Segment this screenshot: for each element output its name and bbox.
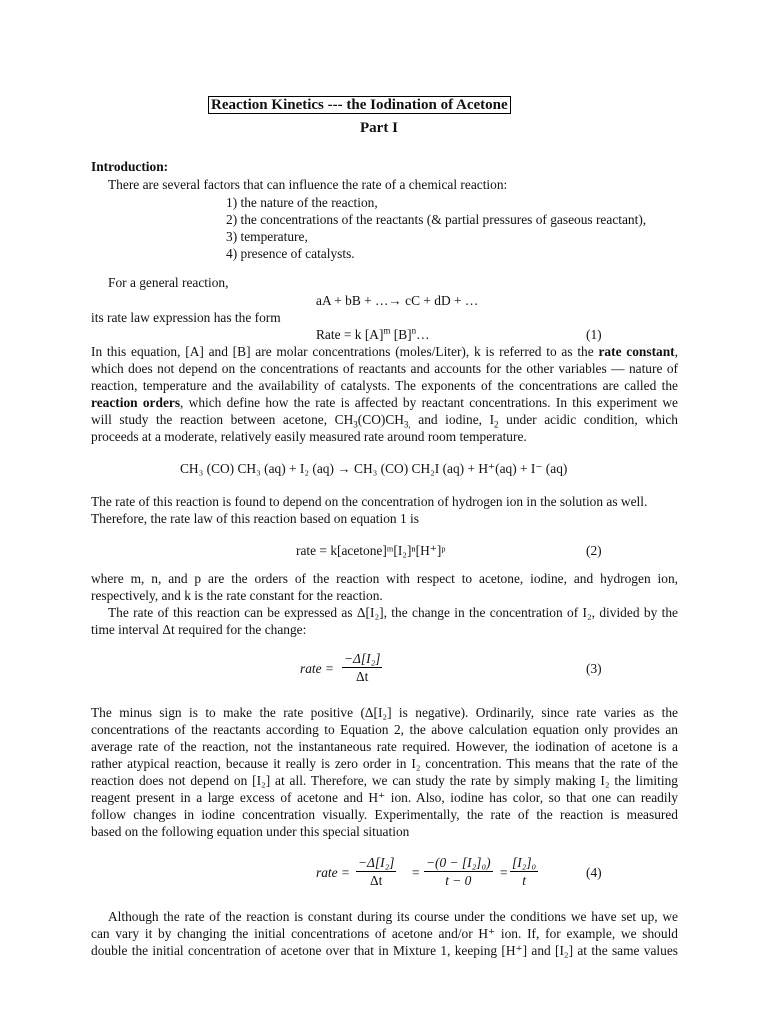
equation-number-4: (4) [586, 865, 602, 880]
rate-equation-3: rate = [300, 661, 334, 676]
intro-heading: Introduction: [91, 159, 169, 174]
rate-law-lead: its rate law expression has the form [91, 310, 281, 325]
paragraph-line: follow changes in iodine concentration visually. Experimentally, the rate of the reaction is measured [91, 807, 678, 822]
equals-sign: = [500, 865, 508, 880]
paragraph-line: reaction orders, which define how the rate is affected by reactant concentrations. In this experiment we [91, 395, 678, 410]
paragraph-line: reaction does not depend on [I₂] at all. Therefore, we can study the rate by simply making I₂ the limiting [91, 773, 678, 788]
paragraph-line: In this equation, [A] and [B] are molar concentrations (moles/Liter), k is referred to as the rate constant, [91, 344, 678, 359]
paragraph-line: time interval Δt required for the change: [91, 622, 307, 637]
paragraph-line: concentrations of the reactants according to Equation 2, the above calculation equation only provides an [91, 722, 678, 737]
rate-fraction-2: $\frac{\text{−(0 − [I₂]₀)}}{t - 0}$ [426, 855, 491, 888]
paragraph-line: which does not depend on the concentrations of reactants and accounts for the other variables — nature of [91, 361, 678, 376]
paragraph-line: average rate of the reaction, not the instantaneous rate required. However, the iodination of acetone is a [91, 739, 678, 754]
paragraph-line: reaction, temperature and the availability of catalysts. The exponents of the concentrations are called the [91, 378, 678, 393]
rate-equation-4: rate = [316, 865, 350, 880]
paragraph-line: Therefore, the rate law of this reaction based on equation 1 is [91, 511, 419, 526]
paragraph-line: based on the following equation under this special situation [91, 824, 410, 839]
paragraph-line: respectively, and k is the rate constant for the reaction. [91, 588, 383, 603]
document-subtitle: Part I [360, 120, 398, 136]
paragraph-line: The minus sign is to make the rate positive (Δ[I₂] is negative). Ordinarily, since rate varies as the [91, 705, 678, 720]
general-reaction: aA + bB + …→ cC + dD + … [316, 293, 479, 308]
paragraph-line: Although the rate of the reaction is constant during its course under the conditions we have set up, we [108, 909, 678, 924]
rate-fraction-3: $\frac{\text{[I₂]₀}}{t}$ [512, 855, 537, 888]
paragraph-line: The rate of this reaction can be expressed as Δ[I₂], the change in the concentration of I₂, divided by the [108, 605, 678, 620]
paragraph-line: proceeds at a moderate, relatively easily measured rate around room temperature. [91, 429, 527, 444]
iodination-equation: CH₃ (CO) CH₃ (aq) + I₂ (aq) → CH₃ (CO) CH₂I (aq) + H⁺(aq) + I⁻ (aq) [180, 461, 568, 476]
rate-law-equation: rate = k[acetone]ᵐ[I₂]ⁿ[H⁺]ᵖ [296, 543, 446, 558]
document-title: Reaction Kinetics --- the Iodination of Acetone [208, 96, 511, 114]
factor-item: 1) the nature of the reaction, [226, 195, 378, 210]
rate-fraction-1: $\frac{\text{−Δ[I₂]}}{\Delta t}$ [358, 855, 395, 888]
factor-item: 4) presence of catalysts. [226, 246, 355, 261]
factor-item: 3) temperature, [226, 229, 308, 244]
rate-law-expression: Rate = k $[A]^m$ $[B]^n\dots$ [316, 325, 430, 342]
factor-item: 2) the concentrations of the reactants (& partial pressures of gaseous reactant), [226, 212, 647, 227]
equation-number-3: (3) [586, 661, 602, 676]
paragraph-line: rather atypical reaction, because it really is zero order in I₂ concentration. This means that the rate of the [91, 756, 678, 771]
equation-number-2: (2) [586, 543, 602, 558]
general-lead: For a general reaction, [108, 275, 229, 290]
paragraph-line: reagent present in a large excess of acetone and H⁺ ion. Also, iodine has color, so that one can readily [91, 790, 678, 805]
paragraph-line: double the initial concentration of acetone over that in Mixture 1, keeping [H⁺] and [I₂] at the same values [91, 943, 678, 958]
paragraph-line: where m, n, and p are the orders of the reaction with respect to acetone, iodine, and hydrogen ion, [91, 571, 678, 586]
equals-sign: = [412, 865, 420, 880]
paragraph-line: The rate of this reaction is found to depend on the concentration of hydrogen ion in the solution as well. [91, 494, 648, 509]
intro-lead: There are several factors that can influence the rate of a chemical reaction: [108, 177, 508, 192]
equation-number-1: (1) [586, 327, 602, 342]
rate-fraction: $\frac{\text{−Δ[I₂]}}{\Delta t}$ [344, 651, 381, 684]
paragraph-line: can vary it by changing the initial concentrations of acetone and/or H⁺ ion. If, for example, we should [91, 926, 678, 941]
paragraph-line: will study the reaction between acetone, $CH_3(CO)CH_{3,}$ and iodine, $I_2$ under acidic condition, which [91, 412, 678, 430]
